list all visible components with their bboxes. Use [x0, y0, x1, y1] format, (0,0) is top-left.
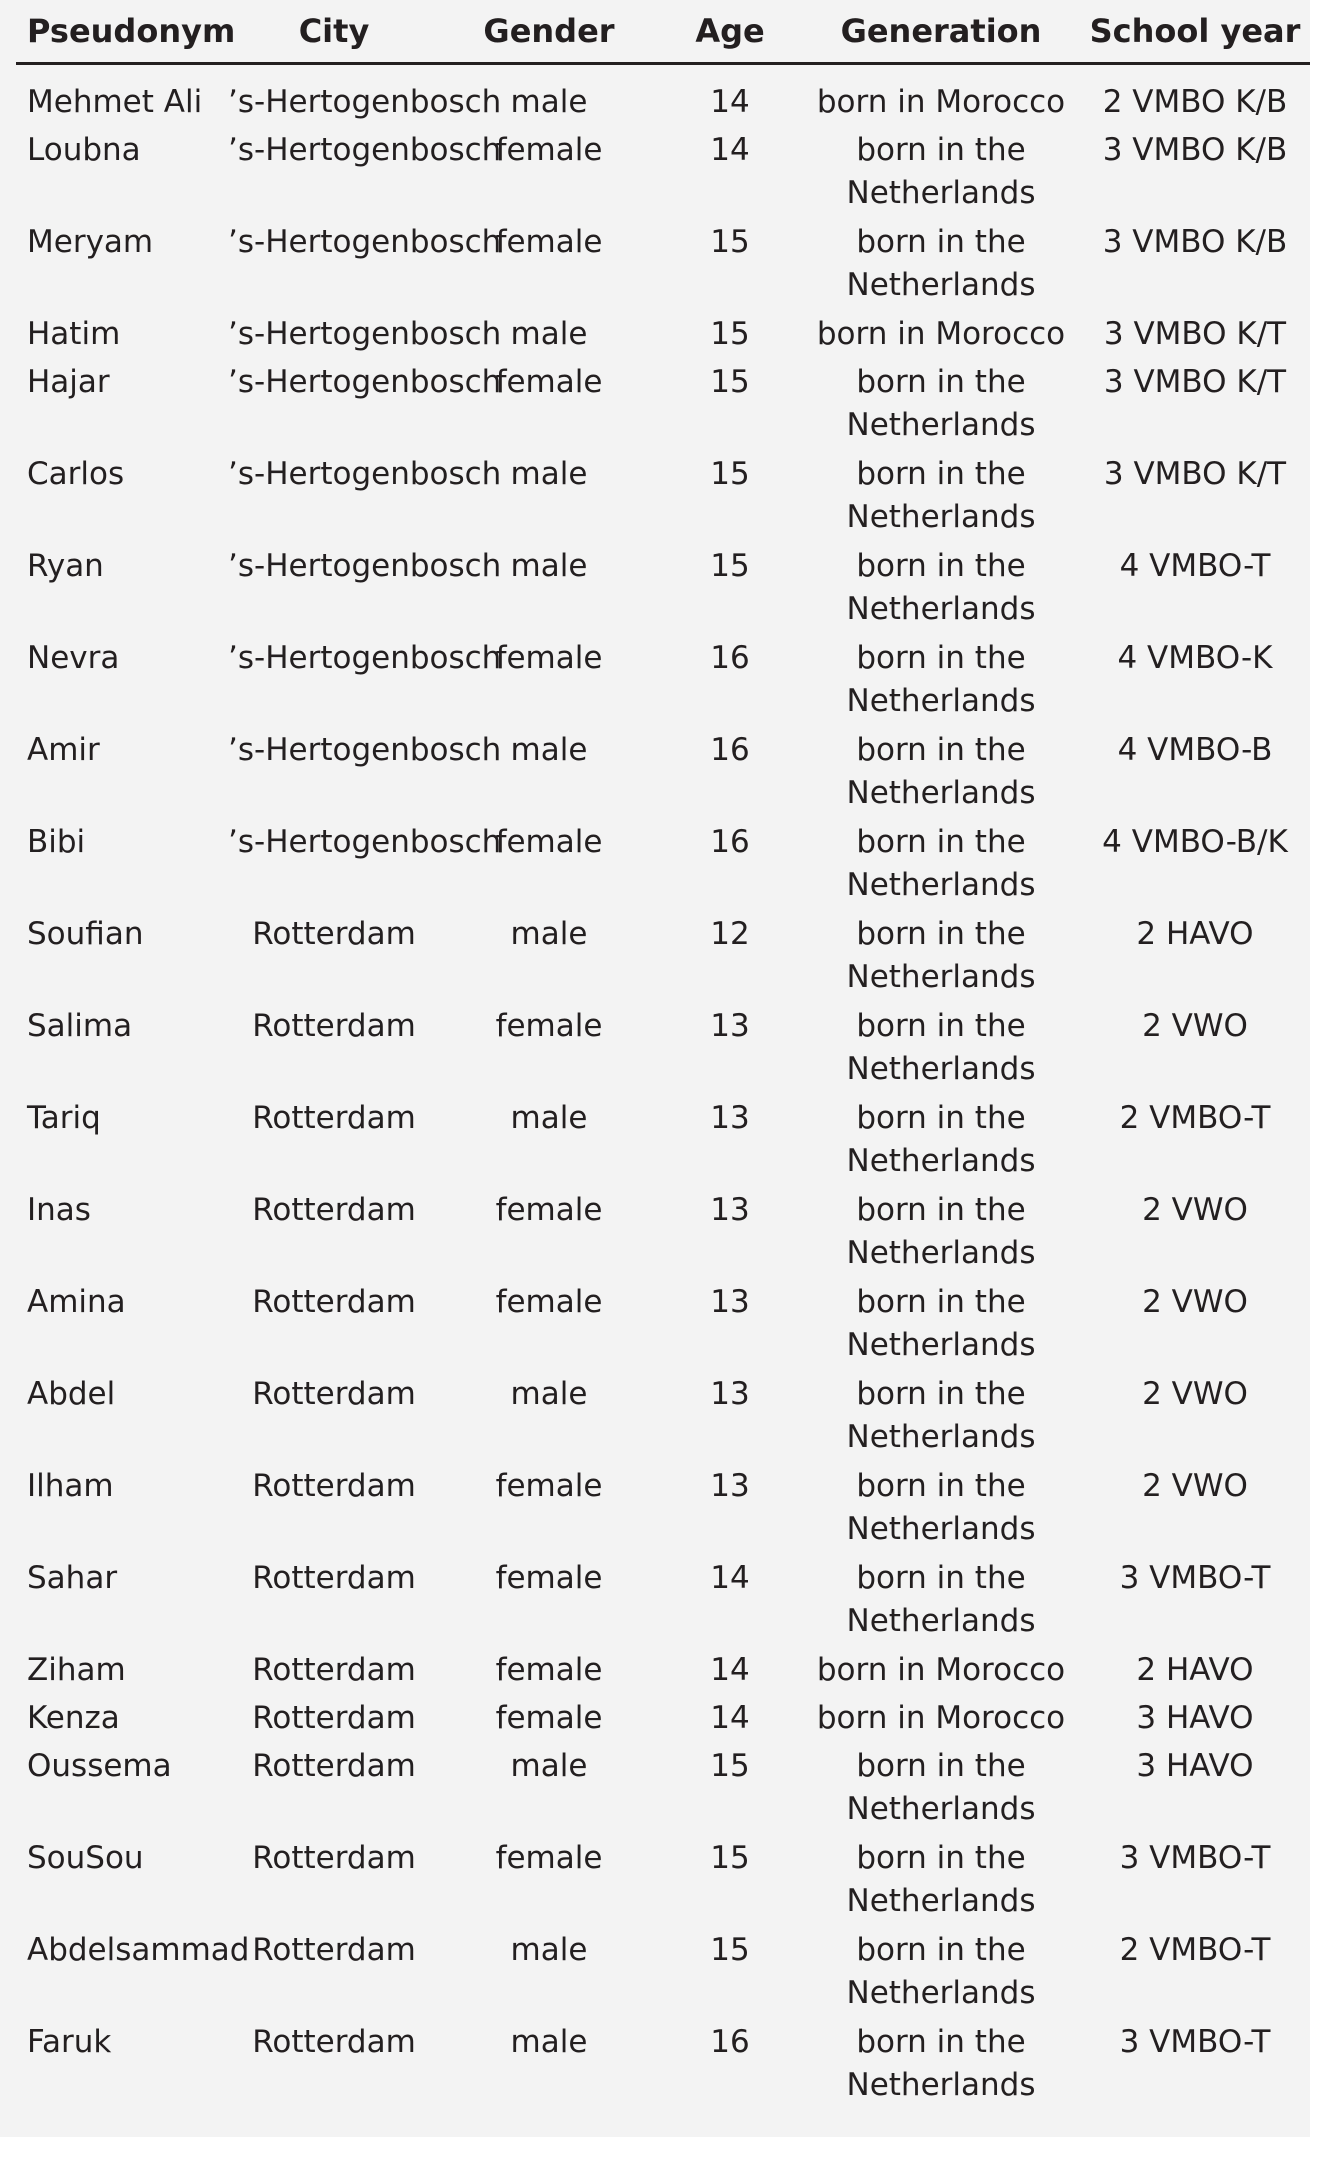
- cell-age: 15: [710, 456, 750, 492]
- table-row: [16, 1005, 1310, 1097]
- generation-line-1: born in the: [856, 132, 1026, 168]
- cell-generation: [802, 1373, 1080, 1465]
- generation-line-2: Netherlands: [846, 867, 1036, 903]
- cell-school-year: 3 VMBO K/T: [1103, 364, 1287, 400]
- cell-pseudonym: Abdel: [27, 1376, 116, 1412]
- cell-age: 14: [710, 84, 750, 120]
- generation-line-1: born in the: [856, 1560, 1026, 1596]
- cell-generation: [802, 1837, 1080, 1929]
- cell-gender: male: [510, 916, 588, 952]
- cell-pseudonym: Hatim: [27, 316, 121, 352]
- cell-city: ’s-Hertogenbosch: [228, 224, 502, 260]
- header-age: Age: [658, 0, 802, 64]
- table-row: [16, 1373, 1310, 1465]
- generation-line-1: born in Morocco: [816, 1700, 1066, 1736]
- cell-age: 16: [710, 640, 750, 676]
- cell-age: 15: [710, 1748, 750, 1784]
- generation-line-1: born in the: [856, 548, 1026, 584]
- cell-age: 14: [710, 132, 750, 168]
- generation-line-1: born in Morocco: [816, 1652, 1066, 1688]
- table-row: [16, 637, 1310, 729]
- cell-age: 14: [710, 1700, 750, 1736]
- cell-age: 13: [710, 1100, 750, 1136]
- cell-gender: female: [495, 1284, 603, 1320]
- header-gender: Gender: [440, 0, 658, 64]
- cell-pseudonym: SouSou: [27, 1840, 144, 1876]
- cell-city: ’s-Hertogenbosch: [228, 364, 502, 400]
- cell-age: 14: [710, 1560, 750, 1596]
- cell-age: 14: [710, 1652, 750, 1688]
- cell-pseudonym: Carlos: [27, 456, 125, 492]
- cell-age: 15: [710, 316, 750, 352]
- cell-gender: male: [510, 2024, 588, 2060]
- generation-line-2: Netherlands: [846, 499, 1036, 535]
- cell-pseudonym: Sahar: [27, 1560, 118, 1596]
- cell-generation: [802, 361, 1080, 453]
- table-row: [16, 1557, 1310, 1649]
- cell-school-year: 2 VWO: [1142, 1008, 1248, 1044]
- cell-generation: [802, 1557, 1080, 1649]
- cell-city: ’s-Hertogenbosch: [228, 132, 502, 168]
- table-header: [16, 0, 1310, 64]
- cell-school-year: 3 HAVO: [1136, 1700, 1254, 1736]
- cell-school-year: 3 VMBO-T: [1119, 1560, 1271, 1596]
- generation-line-1: born in the: [856, 1192, 1026, 1228]
- cell-gender: male: [510, 84, 588, 120]
- cell-gender: female: [495, 1700, 603, 1736]
- cell-pseudonym: Soufian: [27, 916, 144, 952]
- cell-pseudonym: Salima: [27, 1008, 133, 1044]
- generation-line-2: Netherlands: [846, 1511, 1036, 1547]
- cell-school-year: 2 HAVO: [1136, 1652, 1254, 1688]
- generation-line-2: Netherlands: [846, 1791, 1036, 1827]
- generation-line-2: Netherlands: [846, 1975, 1036, 2011]
- table-row: [16, 221, 1310, 313]
- cell-age: 16: [710, 2024, 750, 2060]
- cell-city: Rotterdam: [252, 1192, 416, 1228]
- generation-line-2: Netherlands: [846, 683, 1036, 719]
- generation-line-2: Netherlands: [846, 1603, 1036, 1639]
- cell-gender: female: [495, 224, 603, 260]
- cell-generation: [802, 1745, 1080, 1837]
- table-row: [16, 1189, 1310, 1281]
- header-pseudonym: Pseudonym: [16, 0, 228, 64]
- cell-city: Rotterdam: [252, 1284, 416, 1320]
- cell-pseudonym: Ryan: [27, 548, 104, 584]
- cell-city: Rotterdam: [252, 1748, 416, 1784]
- generation-line-1: born in the: [856, 364, 1026, 400]
- table-row: [16, 453, 1310, 545]
- generation-line-2: Netherlands: [846, 1143, 1036, 1179]
- cell-age: 13: [710, 1284, 750, 1320]
- cell-pseudonym: Mehmet Ali: [27, 84, 203, 120]
- cell-pseudonym: Amina: [27, 1284, 126, 1320]
- generation-line-2: Netherlands: [846, 775, 1036, 811]
- cell-gender: male: [510, 1932, 588, 1968]
- cell-city: Rotterdam: [252, 1700, 416, 1736]
- cell-generation: [802, 637, 1080, 729]
- header-city: City: [228, 0, 440, 64]
- cell-generation: [802, 1005, 1080, 1097]
- table-row: [16, 1649, 1310, 1697]
- generation-line-1: born in the: [856, 732, 1026, 768]
- generation-line-2: Netherlands: [846, 1419, 1036, 1455]
- table-row: [16, 913, 1310, 1005]
- participants-table: [16, 0, 1310, 2113]
- cell-age: 15: [710, 364, 750, 400]
- cell-school-year: 4 VMBO-B: [1117, 732, 1273, 768]
- table-row: [16, 821, 1310, 913]
- generation-line-1: born in the: [856, 640, 1026, 676]
- cell-gender: female: [495, 1560, 603, 1596]
- cell-school-year: 3 VMBO K/B: [1102, 224, 1288, 260]
- cell-generation: [802, 129, 1080, 221]
- cell-age: 16: [710, 732, 750, 768]
- cell-gender: female: [495, 1008, 603, 1044]
- table-row: [16, 1745, 1310, 1837]
- cell-gender: male: [510, 548, 588, 584]
- cell-generation: [802, 1465, 1080, 1557]
- cell-generation: [802, 913, 1080, 1005]
- cell-gender: male: [510, 1100, 588, 1136]
- cell-city: Rotterdam: [252, 1840, 416, 1876]
- table-row: [16, 729, 1310, 821]
- cell-pseudonym: Kenza: [27, 1700, 120, 1736]
- cell-gender: female: [495, 1840, 603, 1876]
- cell-pseudonym: Tariq: [27, 1100, 101, 1136]
- cell-gender: male: [510, 316, 588, 352]
- cell-pseudonym: Inas: [27, 1192, 91, 1228]
- cell-pseudonym: Abdelsammad: [27, 1932, 250, 1968]
- cell-gender: male: [510, 456, 588, 492]
- cell-city: ’s-Hertogenbosch: [228, 548, 502, 584]
- cell-school-year: 3 VMBO K/T: [1103, 316, 1287, 352]
- cell-city: ’s-Hertogenbosch: [228, 824, 502, 860]
- cell-school-year: 3 VMBO K/T: [1103, 456, 1287, 492]
- cell-age: 13: [710, 1008, 750, 1044]
- cell-generation: [802, 545, 1080, 637]
- cell-generation: [802, 821, 1080, 913]
- table-body: [16, 64, 1310, 2114]
- header-school-year: School year: [1080, 0, 1310, 64]
- cell-city: Rotterdam: [252, 1376, 416, 1412]
- cell-generation: [802, 729, 1080, 821]
- generation-line-1: born in the: [856, 1840, 1026, 1876]
- generation-line-1: born in Morocco: [816, 84, 1066, 120]
- generation-line-2: Netherlands: [846, 1051, 1036, 1087]
- cell-pseudonym: Ilham: [27, 1468, 114, 1504]
- cell-city: Rotterdam: [252, 2024, 416, 2060]
- generation-line-2: Netherlands: [846, 959, 1036, 995]
- table-row: [16, 1697, 1310, 1745]
- cell-school-year: 3 VMBO-T: [1119, 1840, 1271, 1876]
- generation-line-2: Netherlands: [846, 1327, 1036, 1363]
- cell-age: 15: [710, 224, 750, 260]
- cell-city: Rotterdam: [252, 1560, 416, 1596]
- generation-line-2: Netherlands: [846, 407, 1036, 443]
- cell-school-year: 2 VMBO-T: [1119, 1932, 1271, 1968]
- cell-city: Rotterdam: [252, 1932, 416, 1968]
- cell-generation: [802, 1097, 1080, 1189]
- generation-line-1: born in the: [856, 1100, 1026, 1136]
- cell-school-year: 4 VMBO-B/K: [1102, 824, 1288, 860]
- cell-city: ’s-Hertogenbosch: [228, 84, 502, 120]
- cell-school-year: 2 VMBO-T: [1119, 1100, 1271, 1136]
- cell-age: 13: [710, 1468, 750, 1504]
- cell-pseudonym: Amir: [27, 732, 100, 768]
- cell-age: 15: [710, 548, 750, 584]
- cell-pseudonym: Nevra: [27, 640, 120, 676]
- cell-pseudonym: Faruk: [27, 2024, 112, 2060]
- table-row: [16, 1929, 1310, 2021]
- generation-line-1: born in the: [856, 456, 1026, 492]
- table-row: [16, 1837, 1310, 1929]
- cell-gender: female: [495, 1652, 603, 1688]
- generation-line-2: Netherlands: [846, 1883, 1036, 1919]
- cell-school-year: 2 VWO: [1142, 1376, 1248, 1412]
- generation-line-1: born in the: [856, 916, 1026, 952]
- generation-line-1: born in the: [856, 1008, 1026, 1044]
- cell-age: 12: [710, 916, 750, 952]
- cell-generation: [802, 453, 1080, 545]
- cell-school-year: 2 VWO: [1142, 1284, 1248, 1320]
- generation-line-1: born in the: [856, 1748, 1026, 1784]
- cell-school-year: 2 VMBO K/B: [1102, 84, 1288, 120]
- cell-gender: female: [495, 824, 603, 860]
- table-row: [16, 81, 1310, 129]
- cell-gender: male: [510, 1376, 588, 1412]
- cell-city: Rotterdam: [252, 1008, 416, 1044]
- generation-line-1: born in Morocco: [816, 316, 1066, 352]
- cell-pseudonym: Bibi: [27, 824, 86, 860]
- cell-generation: [802, 221, 1080, 313]
- generation-line-1: born in the: [856, 2024, 1026, 2060]
- cell-pseudonym: Meryam: [27, 224, 154, 260]
- table-row: [16, 1097, 1310, 1189]
- header-generation: Generation: [802, 0, 1080, 64]
- cell-school-year: 4 VMBO-T: [1119, 548, 1271, 584]
- cell-age: 16: [710, 824, 750, 860]
- cell-gender: female: [495, 640, 603, 676]
- generation-line-1: born in the: [856, 824, 1026, 860]
- cell-school-year: 3 VMBO-T: [1119, 2024, 1271, 2060]
- cell-pseudonym: Loubna: [27, 132, 141, 168]
- cell-pseudonym: Ziham: [27, 1652, 126, 1688]
- cell-age: 15: [710, 1840, 750, 1876]
- cell-gender: male: [510, 732, 588, 768]
- cell-gender: female: [495, 364, 603, 400]
- table-row: [16, 361, 1310, 453]
- cell-city: ’s-Hertogenbosch: [228, 316, 502, 352]
- table-row: [16, 545, 1310, 637]
- cell-pseudonym: Oussema: [27, 1748, 172, 1784]
- cell-school-year: 2 HAVO: [1136, 916, 1254, 952]
- cell-school-year: 4 VMBO-K: [1117, 640, 1273, 676]
- cell-school-year: 2 VWO: [1142, 1468, 1248, 1504]
- table-row: [16, 2021, 1310, 2113]
- cell-age: 13: [710, 1192, 750, 1228]
- generation-line-2: Netherlands: [846, 175, 1036, 211]
- cell-gender: female: [495, 132, 603, 168]
- table-row: [16, 1281, 1310, 1373]
- generation-line-2: Netherlands: [846, 591, 1036, 627]
- cell-generation: [802, 2021, 1080, 2113]
- table-row: [16, 313, 1310, 361]
- generation-line-2: Netherlands: [846, 1235, 1036, 1271]
- generation-line-2: Netherlands: [846, 2067, 1036, 2103]
- cell-gender: male: [510, 1748, 588, 1784]
- cell-city: Rotterdam: [252, 1468, 416, 1504]
- cell-city: ’s-Hertogenbosch: [228, 640, 502, 676]
- cell-generation: [802, 1929, 1080, 2021]
- cell-age: 13: [710, 1376, 750, 1412]
- cell-city: Rotterdam: [252, 1100, 416, 1136]
- cell-gender: female: [495, 1192, 603, 1228]
- cell-school-year: 3 VMBO K/B: [1102, 132, 1288, 168]
- cell-generation: [802, 313, 1080, 361]
- generation-line-1: born in the: [856, 1376, 1026, 1412]
- cell-generation: [802, 1189, 1080, 1281]
- cell-generation: [802, 81, 1080, 129]
- cell-city: ’s-Hertogenbosch: [228, 456, 502, 492]
- cell-school-year: 2 VWO: [1142, 1192, 1248, 1228]
- cell-gender: female: [495, 1468, 603, 1504]
- generation-line-1: born in the: [856, 1932, 1026, 1968]
- generation-line-1: born in the: [856, 1468, 1026, 1504]
- generation-line-1: born in the: [856, 224, 1026, 260]
- cell-generation: [802, 1649, 1080, 1697]
- cell-generation: [802, 1281, 1080, 1373]
- cell-city: ’s-Hertogenbosch: [228, 732, 502, 768]
- table-row: [16, 1465, 1310, 1557]
- cell-generation: [802, 1697, 1080, 1745]
- generation-line-1: born in the: [856, 1284, 1026, 1320]
- generation-line-2: Netherlands: [846, 267, 1036, 303]
- cell-pseudonym: Hajar: [27, 364, 110, 400]
- cell-city: Rotterdam: [252, 1652, 416, 1688]
- cell-school-year: 3 HAVO: [1136, 1748, 1254, 1784]
- cell-age: 15: [710, 1932, 750, 1968]
- table-row: [16, 129, 1310, 221]
- cell-city: Rotterdam: [252, 916, 416, 952]
